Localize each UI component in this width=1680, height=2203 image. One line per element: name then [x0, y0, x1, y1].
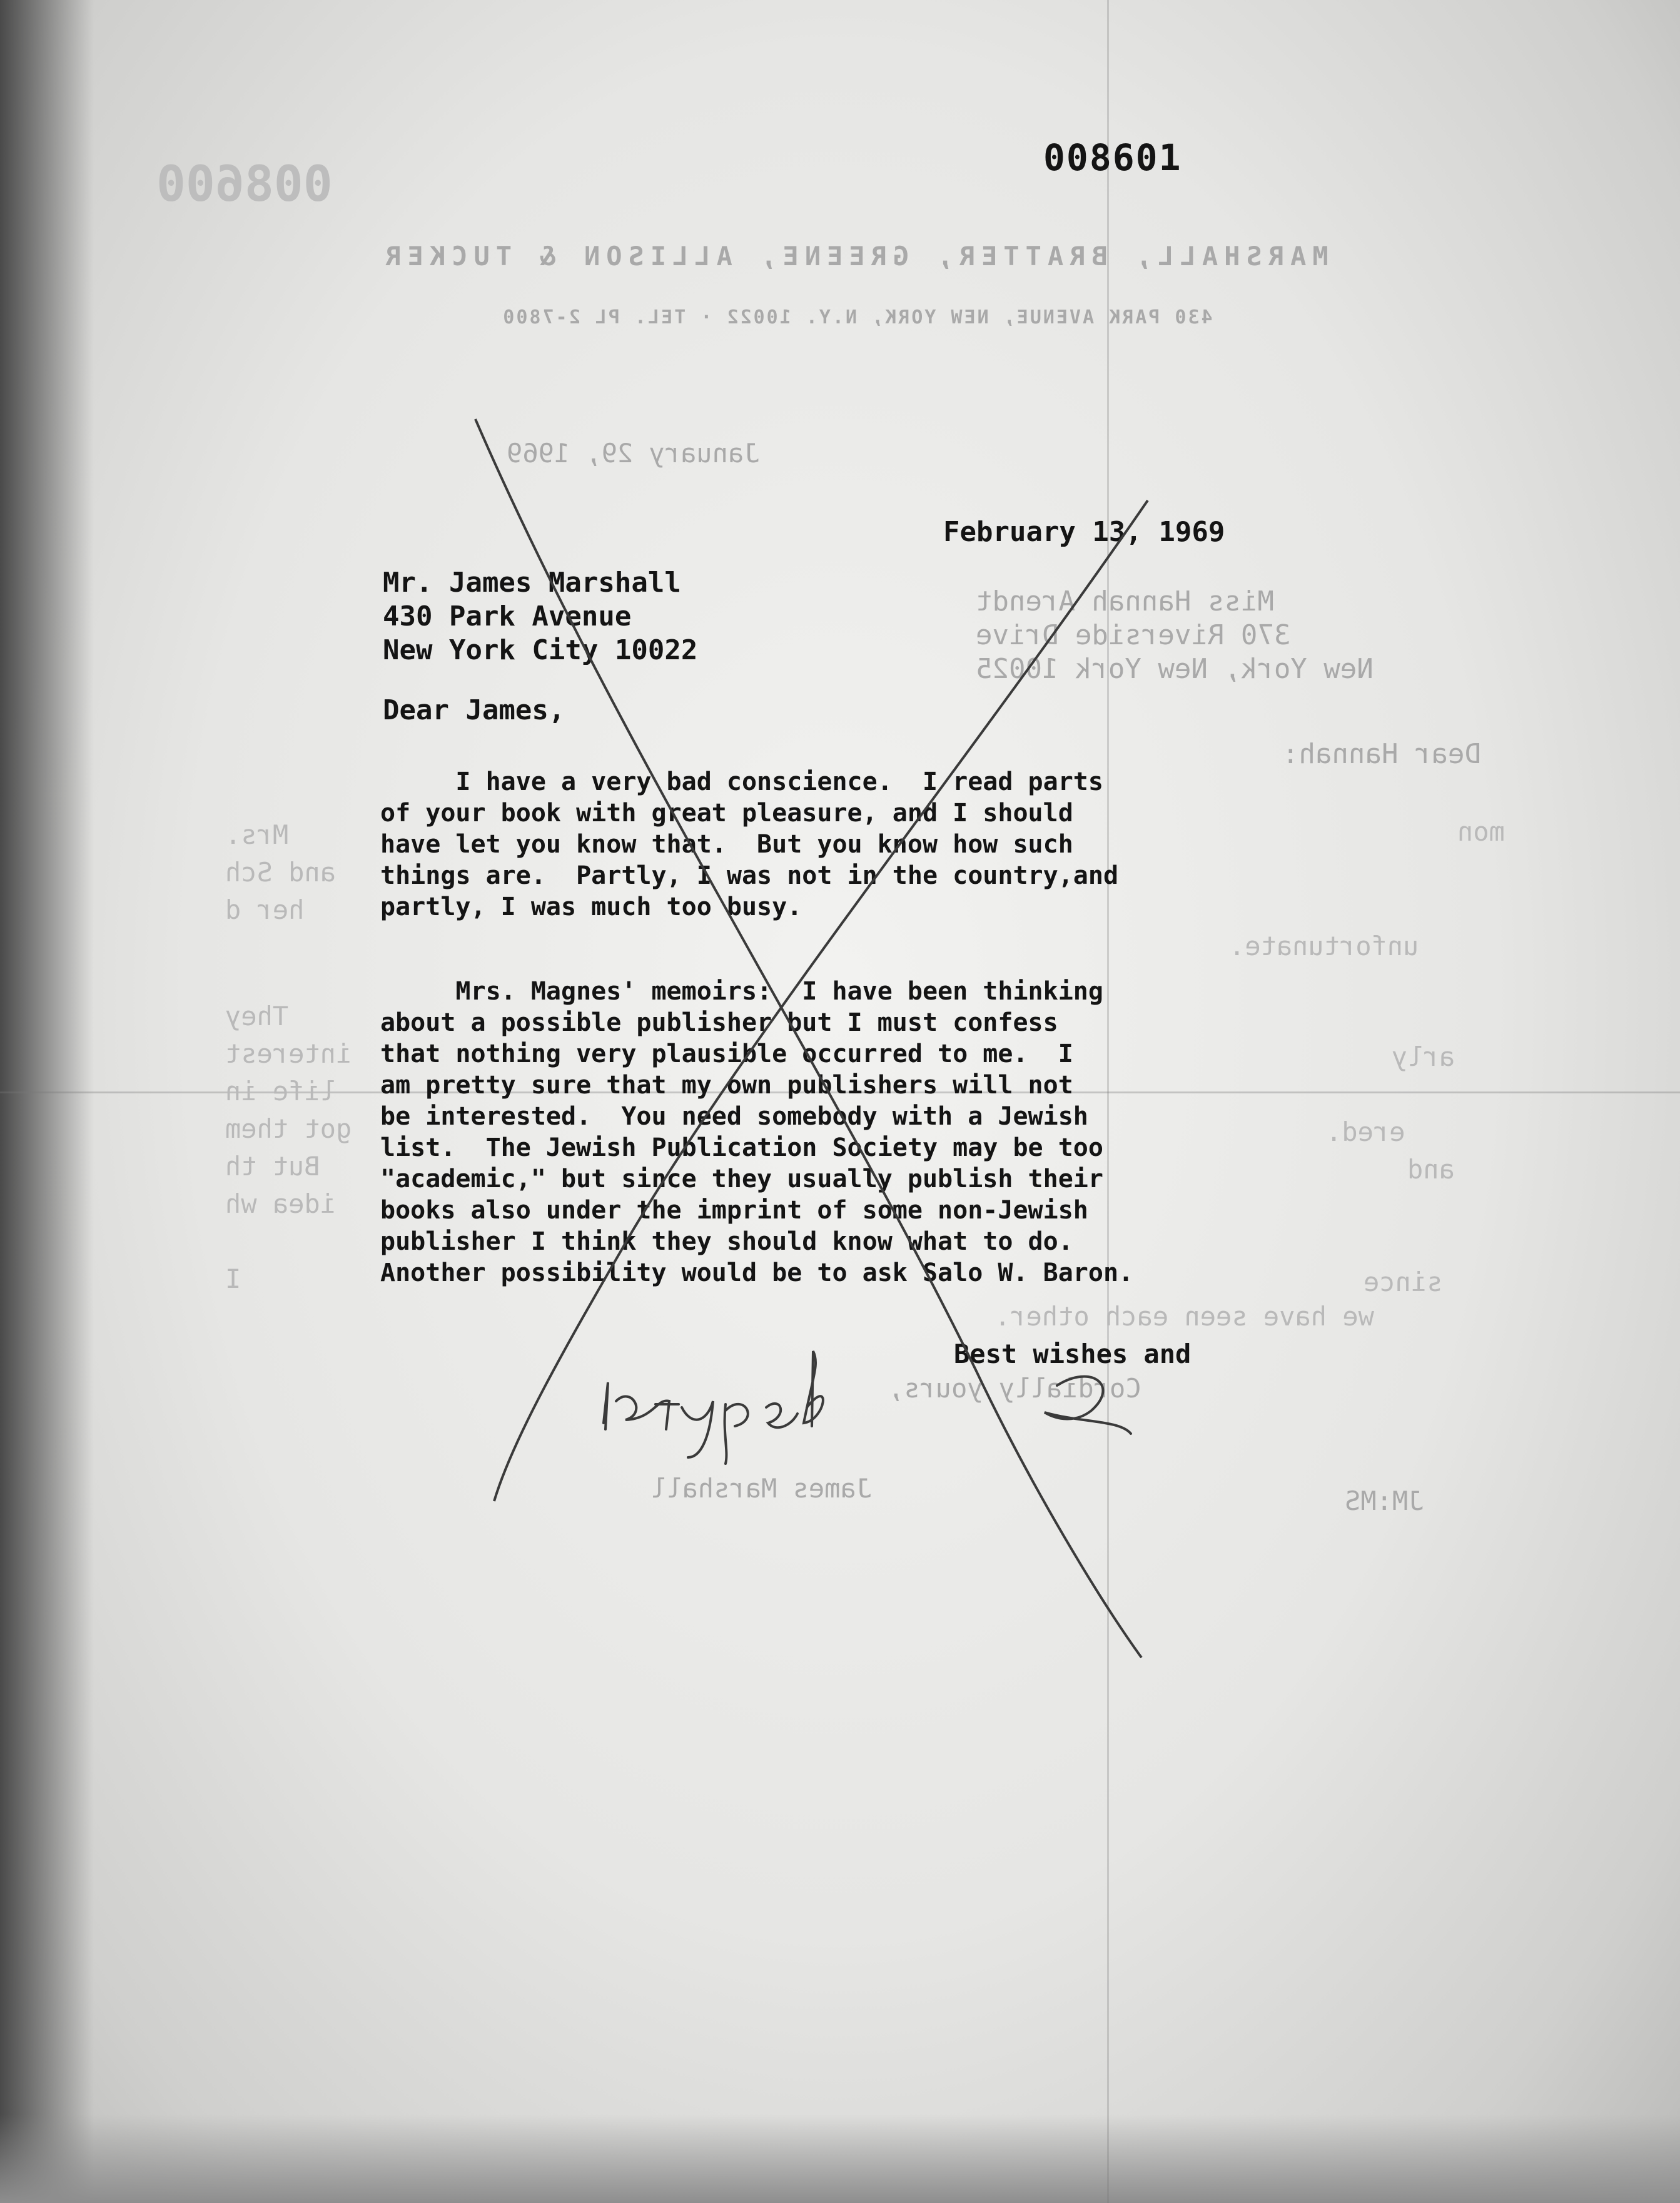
reverse-fragment: her d: [225, 894, 305, 925]
handwritten-initial: [1045, 1377, 1131, 1434]
reverse-fragment: Mrs.: [225, 819, 289, 850]
cross-out-stroke: [494, 500, 1148, 1501]
reverse-fragment: unfortunate.: [1229, 931, 1419, 961]
salutation: Dear James,: [383, 694, 565, 726]
reverse-fragment: ered.: [1326, 1117, 1405, 1147]
reverse-initials: JM:MS: [1345, 1486, 1424, 1516]
reverse-salutation: Dear Hannah:: [1282, 738, 1481, 770]
reverse-letterhead-firm: MARSHALL, BRATTER, GREENE, ALLISON & TUCKER: [379, 241, 1328, 271]
reverse-signature: James Marshall: [650, 1473, 873, 1504]
letter-date: February 13, 1969: [943, 516, 1225, 548]
reverse-fragment: mon: [1457, 816, 1505, 847]
reverse-closing: Cordially yours,: [888, 1373, 1141, 1404]
address-line: Mr. James Marshall: [383, 567, 681, 599]
body-paragraph-1: I have a very bad conscience. I read parts of your book with great pleasure, and I should have let you know that. But you know how such things are. Partly, I was not in the country,and partly, I was much too busy.: [380, 767, 1119, 921]
reverse-fragment: got them: [225, 1113, 352, 1144]
reverse-fragment: idea wh: [225, 1188, 337, 1219]
document-number: 008601: [1043, 136, 1182, 179]
reverse-fragment: and: [1407, 1154, 1455, 1185]
reverse-fragment: we have seen each other.: [994, 1301, 1374, 1332]
reverse-fragment: They: [225, 1001, 289, 1031]
reverse-addressee-line: New York, New York 10025: [976, 653, 1374, 685]
handwritten-retyped-note: [604, 1351, 823, 1464]
address-line: 430 Park Avenue: [383, 600, 632, 632]
reverse-fragment: since: [1364, 1267, 1443, 1297]
cross-out-stroke: [475, 419, 1141, 1658]
reverse-fragment: arly: [1392, 1041, 1455, 1072]
reverse-addressee-line: 370 Riverside Drive: [976, 619, 1291, 651]
reverse-date: January 29, 1969: [507, 438, 760, 468]
address-line: New York City 10022: [383, 634, 698, 666]
reverse-addressee-line: Miss Hannah Arendt: [976, 585, 1274, 617]
reverse-fragment: interest: [225, 1038, 352, 1069]
body-paragraph-2: Mrs. Magnes' memoirs: I have been thinking about a possible publisher but I must confess that nothing very plausible occurred to me. I am pretty sure that my own publishers will not be interested. You need somebody with a Jewish list. The Jewish Publication Society may be too "academic," but since they usually publish their books also under the imprint of some non-Jewish publisher I think they should know what to do. Another possibility would be to ask Salo W. Baron.: [380, 977, 1134, 1287]
reverse-fragment: I: [225, 1264, 241, 1294]
reverse-letterhead-address: 430 PARK AVENUE, NEW YORK, N.Y. 10022 · TEL. PL 2-7800: [501, 306, 1213, 328]
reverse-fragment: life in: [225, 1076, 337, 1107]
reverse-document-number: 008600: [156, 156, 333, 213]
closing: Best wishes and: [954, 1339, 1192, 1369]
reverse-fragment: and Sch: [225, 857, 337, 888]
reverse-fragment: But th: [225, 1151, 320, 1182]
